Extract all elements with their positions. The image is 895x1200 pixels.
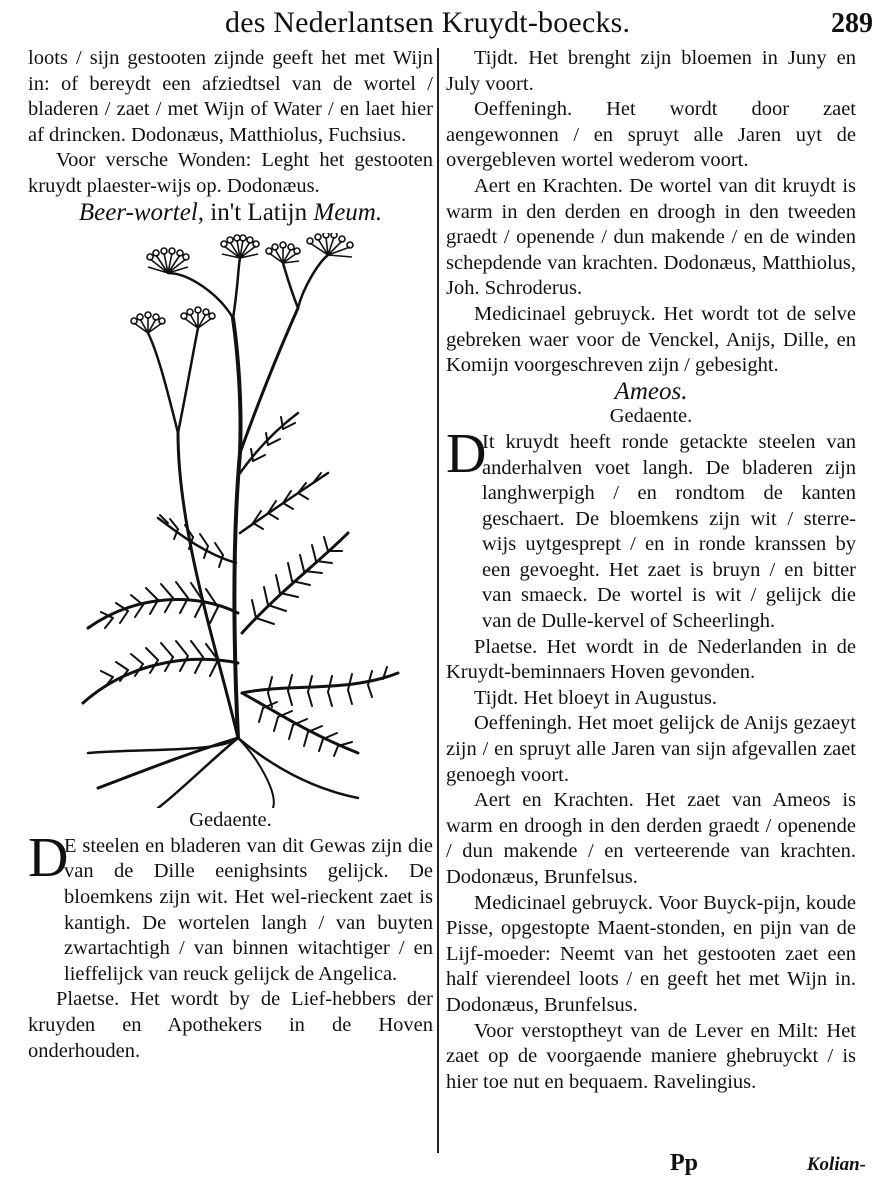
right-aert-paragraph: Aert en Krachten. Het zaet van Ameos is warm en droogh in den derden graedt / openende / dun makende / en verteerende van krachten. Dodonæus, Brunfelsus. bbox=[446, 789, 856, 888]
section-subheading: Gedaente. bbox=[609, 405, 693, 428]
column-rule bbox=[437, 48, 439, 1153]
section-heading-ameos: Ameos. bbox=[614, 377, 688, 405]
continued-paragraph: loots / sijn gestooten zijnde geeft het met Wijn in: of bereydt een afziedtsel van de wortel / bladeren / zaet / met Wijn of Water / en laet hier af drincken. Dodonæus, Matthiolus, Fuchsius. bbox=[28, 47, 433, 146]
signature-mark: Pp bbox=[670, 1150, 699, 1176]
right-medicinael-paragraph: Medicinael gebruyck. Voor Buyck-pijn, koude Pisse, opgestopte Maent-stonden, en pijn van de Lijf-moeder: Neemt van het gestooten zaet een half vierendeel loots / en geeft het met Wijn in. Dodonæus, Brunfelsus. bbox=[446, 891, 856, 1016]
left-description-text: E steelen en bladeren van dit Gewas zijn die van de Dille eenighsints gelijck. De bloemkens zijn wit. Het wel-rieckent zaet is kantigh. De wortelen langh / van buyten zwartachtigh / van binnen witachtiger / en lieffelijck van reuck gelijck de Angelica. bbox=[64, 834, 433, 985]
lever-milt-paragraph: Voor verstoptheyt van de Lever en Milt: Het zaet op de voorgaende maniere ghebruyckt / is hier toe nut en bequaem. Ravelingius. bbox=[446, 1019, 856, 1093]
drop-cap: D bbox=[446, 422, 487, 485]
right-description-text: It kruydt heeft ronde getackte steelen van anderhalven voet langh. De bladeren zijn langhwerpigh / en rondtom de kanten geschaert. De bloemkens zijn wit / sterre-wijs uytgesprept / en in ronde kranssen by een gevoeght. Het zaet is bruyn / en bitter van smaeck. De wortel is wit / gelijck die van de Dulle-kervel of Scheerlingh. bbox=[482, 430, 856, 633]
heading-plant-name: Beer-wortel, bbox=[78, 198, 205, 226]
fresh-wounds-paragraph: Voor versche Wonden: Leght het gestooten kruydt plaester-wijs op. Dodonæus. bbox=[28, 149, 433, 197]
aert-paragraph: Aert en Krachten. De wortel van dit kruydt is warm in den derden en droogh in den tweeden graedt / openende / dun makende / en de winden schepdende van krachten. Dodonæus, Matthiolus, Joh. Schroderus. bbox=[446, 174, 856, 300]
page-number: 289 bbox=[831, 8, 873, 39]
running-head: des Nederlantsen Kruydt-boecks. bbox=[225, 6, 631, 39]
heading-latin-prefix: in't Latijn bbox=[210, 198, 308, 226]
right-plaetse-paragraph: Plaetse. Het wordt in de Nederlanden in de Kruydt-beminnaers Hoven gevonden. bbox=[446, 635, 856, 684]
left-description-paragraph bbox=[28, 826, 433, 988]
left-plaetse-paragraph: Plaetse. Het wordt by de Lief-hebbers der kruyden en Apothekers in de Hoven onderhouden. bbox=[28, 988, 433, 1062]
right-tijdt-paragraph: Tijdt. Het bloeyt in Augustus. bbox=[474, 686, 717, 709]
tijdt-paragraph: Tijdt. Het brenght zijn bloemen in Juny en July voort. bbox=[446, 47, 856, 95]
catchword: Kolian- bbox=[806, 1154, 866, 1175]
section-heading-beer-wortel bbox=[28, 200, 433, 226]
page-header bbox=[0, 6, 895, 46]
heading-latin-name: Meum. bbox=[313, 198, 383, 226]
page-footer bbox=[446, 1150, 866, 1190]
right-oeffeningh-paragraph: Oeffeningh. Het moet gelijck de Anijs gezaeyt zijn / en spruyt alle Jaren van sijn afgevallen zaet genoegh voort. bbox=[446, 712, 856, 786]
medicinael-paragraph: Medicinael gebruyck. Het wordt tot de selve gebreken waer voor de Venckel, Anijs, Dille, en Komijn voorgeschreven zijn / gebesight. bbox=[446, 302, 856, 377]
oeffeningh-paragraph: Oeffeningh. Het wordt door zaet aengewonnen / en spruyt alle Jaren uyt de overgebleven wortel wederom voort. bbox=[446, 98, 856, 172]
drop-cap: D bbox=[28, 826, 69, 889]
image-caption: Gedaente. bbox=[189, 809, 272, 832]
right-description-paragraph bbox=[446, 422, 856, 635]
left-column bbox=[28, 46, 433, 1064]
meum-plant-woodcut bbox=[28, 233, 433, 808]
right-column bbox=[446, 46, 856, 1095]
